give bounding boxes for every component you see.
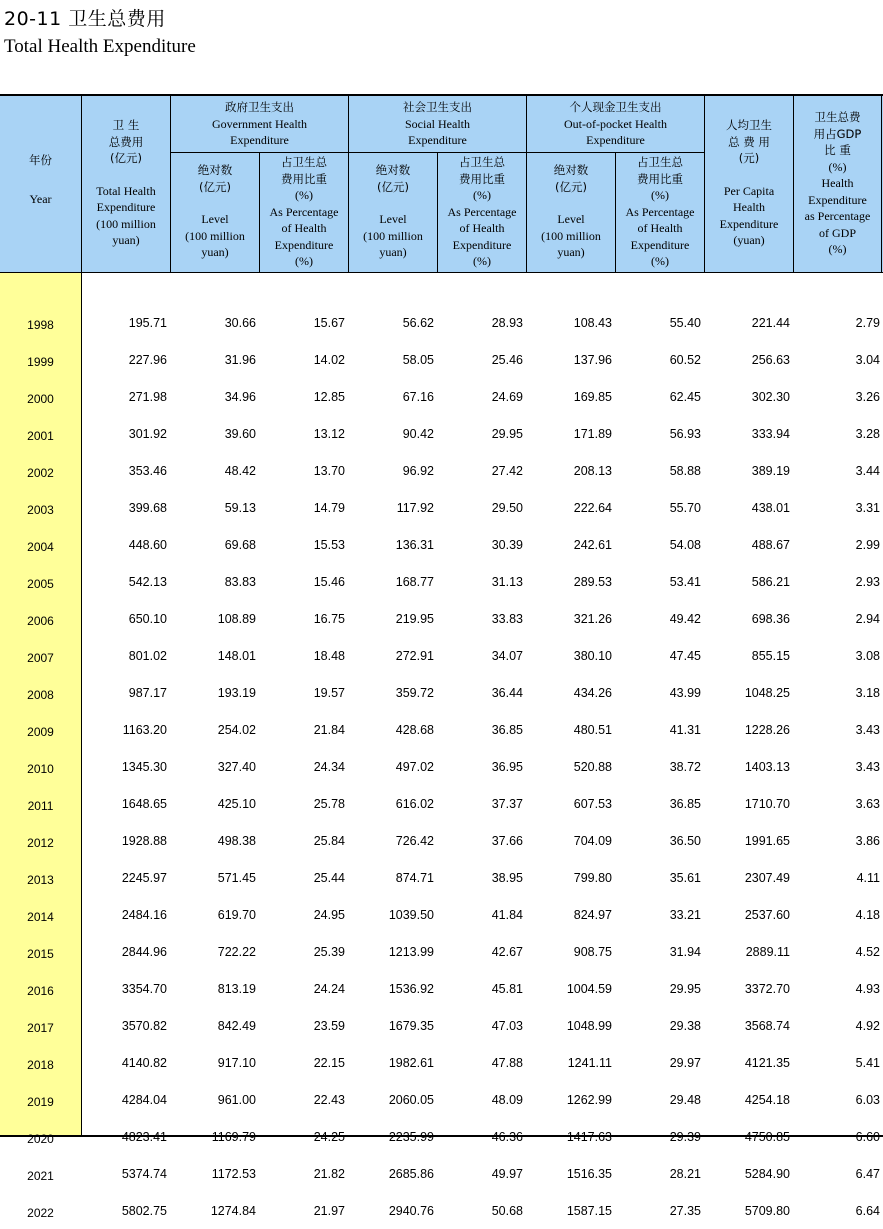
cell-per-capita: 4121.35 [744, 1055, 790, 1070]
cell-gdp-percentage: 3.26 [855, 389, 880, 404]
table-row [0, 341, 883, 378]
cell-oop-percentage: 29.97 [669, 1055, 701, 1070]
cell-gdp-percentage: 2.99 [855, 537, 880, 552]
cell-social-level: 1213.99 [388, 944, 434, 959]
cell-oop-level: 171.89 [573, 426, 612, 441]
cell-social-percentage: 37.66 [491, 833, 523, 848]
cell-social-level: 272.91 [395, 648, 434, 663]
cell-social-level: 58.05 [402, 352, 434, 367]
divider [170, 152, 704, 153]
cell-total-expenditure: 987.17 [128, 685, 167, 700]
cell-per-capita: 2889.11 [745, 944, 790, 959]
cell-social-percentage: 36.95 [491, 759, 523, 774]
cell-gov-level: 1169.79 [211, 1129, 256, 1144]
cell-year: 2019 [27, 1095, 54, 1109]
cell-per-capita: 2307.49 [744, 870, 790, 885]
cell-gov-percentage: 14.02 [313, 352, 345, 367]
cell-gdp-percentage: 3.43 [855, 722, 880, 737]
cell-oop-percentage: 29.39 [669, 1129, 701, 1144]
cell-total-expenditure: 1163.20 [122, 722, 167, 737]
cell-year: 2000 [27, 392, 54, 406]
cell-oop-level: 321.26 [573, 611, 612, 626]
cell-gdp-percentage: 6.60 [855, 1129, 880, 1144]
table-title-cn: 20-11 卫生总费用 [4, 8, 166, 30]
header-government: 政府卫生支出 Government Health Expenditure [212, 100, 307, 147]
cell-total-expenditure: 3354.70 [121, 981, 167, 996]
cell-oop-level: 137.96 [573, 352, 612, 367]
cell-gdp-percentage: 4.93 [855, 981, 880, 996]
cell-gov-level: 34.96 [224, 389, 256, 404]
cell-oop-percentage: 41.31 [669, 722, 701, 737]
cell-total-expenditure: 542.13 [128, 574, 167, 589]
table-row [0, 970, 883, 1007]
table-row [0, 1081, 883, 1118]
cell-gdp-percentage: 3.08 [855, 648, 880, 663]
cell-year: 2013 [27, 873, 54, 887]
cell-per-capita: 1710.70 [744, 796, 790, 811]
cell-per-capita: 698.36 [751, 611, 790, 626]
table-row [0, 1007, 883, 1044]
table-row [0, 1192, 883, 1229]
cell-gdp-percentage: 5.41 [855, 1055, 880, 1070]
cell-social-level: 359.72 [395, 685, 434, 700]
header-gov-level: 绝对数 (亿元) Level (100 million yuan) [185, 163, 245, 259]
cell-year: 2022 [27, 1206, 54, 1220]
cell-social-percentage: 36.44 [491, 685, 523, 700]
cell-gov-percentage: 25.84 [313, 833, 345, 848]
cell-per-capita: 586.21 [751, 574, 790, 589]
table-row [0, 896, 883, 933]
cell-gov-level: 30.66 [224, 315, 256, 330]
cell-social-level: 2060.05 [388, 1092, 434, 1107]
cell-social-level: 1982.61 [388, 1055, 434, 1070]
cell-oop-level: 242.61 [573, 537, 612, 552]
cell-per-capita: 389.19 [751, 463, 790, 478]
cell-oop-level: 1241.11 [567, 1055, 612, 1070]
cell-gov-percentage: 24.24 [313, 981, 345, 996]
cell-oop-percentage: 29.38 [669, 1018, 701, 1033]
cell-gov-percentage: 15.67 [313, 315, 345, 330]
cell-year: 2011 [27, 799, 54, 813]
cell-total-expenditure: 2245.97 [121, 870, 167, 885]
cell-oop-percentage: 62.45 [669, 389, 701, 404]
cell-gov-level: 571.45 [217, 870, 256, 885]
cell-gov-percentage: 24.95 [313, 907, 345, 922]
cell-per-capita: 333.94 [751, 426, 790, 441]
cell-year: 2003 [27, 503, 54, 517]
cell-gdp-percentage: 3.31 [855, 500, 880, 515]
table-row [0, 674, 883, 711]
cell-gov-percentage: 24.34 [313, 759, 345, 774]
cell-per-capita: 1403.13 [744, 759, 790, 774]
cell-oop-percentage: 29.48 [669, 1092, 701, 1107]
cell-gdp-percentage: 3.04 [855, 352, 880, 367]
cell-oop-percentage: 54.08 [669, 537, 701, 552]
cell-gov-percentage: 22.43 [313, 1092, 345, 1107]
cell-oop-percentage: 38.72 [669, 759, 701, 774]
cell-gdp-percentage: 3.86 [855, 833, 880, 848]
cell-per-capita: 5709.80 [744, 1203, 790, 1218]
cell-oop-level: 480.51 [573, 722, 612, 737]
cell-total-expenditure: 5802.75 [121, 1203, 167, 1218]
cell-gdp-percentage: 3.28 [855, 426, 880, 441]
cell-social-level: 726.42 [395, 833, 434, 848]
cell-gdp-percentage: 2.93 [855, 574, 880, 589]
cell-gov-level: 31.96 [224, 352, 256, 367]
cell-oop-percentage: 60.52 [669, 352, 701, 367]
cell-oop-percentage: 56.93 [669, 426, 701, 441]
cell-social-percentage: 45.81 [491, 981, 523, 996]
cell-social-percentage: 48.09 [491, 1092, 523, 1107]
cell-per-capita: 1048.25 [744, 685, 790, 700]
cell-per-capita: 221.44 [751, 315, 790, 330]
cell-gov-level: 498.38 [217, 833, 256, 848]
cell-oop-level: 520.88 [573, 759, 612, 774]
cell-gov-level: 1172.53 [211, 1166, 256, 1181]
table-row [0, 711, 883, 748]
cell-oop-level: 1516.35 [566, 1166, 612, 1181]
cell-social-percentage: 36.85 [491, 722, 523, 737]
cell-year: 1998 [27, 318, 54, 332]
table-row [0, 1155, 883, 1192]
cell-gdp-percentage: 4.92 [855, 1018, 880, 1033]
top-rule [0, 94, 883, 96]
cell-oop-percentage: 36.85 [669, 796, 701, 811]
header-oop-level: 绝对数 (亿元) Level (100 million yuan) [541, 163, 601, 259]
cell-total-expenditure: 448.60 [128, 537, 167, 552]
cell-year: 2006 [27, 614, 54, 628]
cell-per-capita: 1228.26 [744, 722, 790, 737]
header-oop-percentage: 占卫生总 费用比重 (%) As Percentage of Health Expenditure (%) [625, 155, 695, 268]
cell-per-capita: 3568.74 [744, 1018, 790, 1033]
cell-gov-level: 48.42 [224, 463, 256, 478]
cell-per-capita: 4750.85 [744, 1129, 790, 1144]
cell-per-capita: 5284.90 [744, 1166, 790, 1181]
cell-oop-percentage: 33.21 [669, 907, 701, 922]
cell-year: 1999 [27, 355, 54, 369]
cell-year: 2009 [27, 725, 54, 739]
cell-total-expenditure: 301.92 [128, 426, 167, 441]
cell-oop-percentage: 28.21 [669, 1166, 701, 1181]
cell-gov-percentage: 22.15 [313, 1055, 345, 1070]
cell-oop-percentage: 47.45 [669, 648, 701, 663]
cell-oop-level: 222.64 [573, 500, 612, 515]
cell-oop-level: 704.09 [573, 833, 612, 848]
cell-social-percentage: 41.84 [491, 907, 523, 922]
cell-oop-percentage: 55.70 [669, 500, 701, 515]
table-row [0, 452, 883, 489]
cell-oop-level: 799.80 [573, 870, 612, 885]
cell-gov-level: 83.83 [224, 574, 256, 589]
cell-social-percentage: 28.93 [491, 315, 523, 330]
cell-oop-percentage: 58.88 [669, 463, 701, 478]
cell-oop-level: 607.53 [573, 796, 612, 811]
cell-total-expenditure: 195.71 [128, 315, 167, 330]
cell-social-level: 1536.92 [388, 981, 434, 996]
cell-oop-level: 434.26 [573, 685, 612, 700]
cell-gov-level: 425.10 [217, 796, 256, 811]
cell-social-percentage: 30.39 [491, 537, 523, 552]
cell-gov-level: 917.10 [217, 1055, 256, 1070]
cell-social-level: 1679.35 [388, 1018, 434, 1033]
cell-total-expenditure: 399.68 [128, 500, 167, 515]
cell-gov-level: 722.22 [217, 944, 256, 959]
cell-year: 2010 [27, 762, 54, 776]
cell-gdp-percentage: 3.43 [855, 759, 880, 774]
table-row [0, 822, 883, 859]
cell-year: 2015 [27, 947, 54, 961]
cell-year: 2007 [27, 651, 54, 665]
cell-total-expenditure: 1345.30 [121, 759, 167, 774]
cell-per-capita: 438.01 [751, 500, 790, 515]
cell-gov-percentage: 16.75 [313, 611, 345, 626]
cell-gov-level: 813.19 [217, 981, 256, 996]
table-title-en: Total Health Expenditure [4, 36, 196, 57]
header-social-level: 绝对数 (亿元) Level (100 million yuan) [363, 163, 423, 259]
cell-oop-level: 1587.15 [566, 1203, 612, 1218]
cell-oop-level: 824.97 [573, 907, 612, 922]
cell-gdp-percentage: 6.03 [855, 1092, 880, 1107]
cell-social-percentage: 34.07 [491, 648, 523, 663]
cell-social-level: 219.95 [395, 611, 434, 626]
cell-gov-percentage: 13.12 [313, 426, 345, 441]
cell-social-percentage: 37.37 [491, 796, 523, 811]
cell-gov-level: 254.02 [217, 722, 256, 737]
cell-oop-level: 1262.99 [566, 1092, 612, 1107]
cell-social-level: 56.62 [402, 315, 434, 330]
cell-gov-percentage: 25.39 [313, 944, 345, 959]
cell-social-level: 497.02 [395, 759, 434, 774]
cell-social-percentage: 29.95 [491, 426, 523, 441]
cell-gdp-percentage: 2.94 [855, 611, 880, 626]
cell-year: 2014 [27, 910, 54, 924]
cell-gov-percentage: 25.44 [313, 870, 345, 885]
header-out-of-pocket: 个人现金卫生支出 Out-of-pocket Health Expenditure [564, 100, 667, 147]
cell-total-expenditure: 801.02 [128, 648, 167, 663]
cell-gdp-percentage: 3.63 [855, 796, 880, 811]
cell-oop-level: 208.13 [573, 463, 612, 478]
cell-year: 2018 [27, 1058, 54, 1072]
cell-social-level: 2235.99 [388, 1129, 434, 1144]
cell-year: 2012 [27, 836, 54, 850]
cell-year: 2005 [27, 577, 54, 591]
cell-gdp-percentage: 6.47 [855, 1166, 880, 1181]
cell-year: 2001 [27, 429, 54, 443]
cell-oop-level: 108.43 [573, 315, 612, 330]
cell-social-percentage: 24.69 [491, 389, 523, 404]
cell-gov-percentage: 21.82 [313, 1166, 345, 1181]
cell-gov-percentage: 23.59 [313, 1018, 345, 1033]
cell-oop-percentage: 55.40 [669, 315, 701, 330]
cell-gov-level: 619.70 [217, 907, 256, 922]
cell-gdp-percentage: 6.64 [855, 1203, 880, 1218]
cell-oop-level: 908.75 [573, 944, 612, 959]
cell-social-level: 616.02 [395, 796, 434, 811]
table-row [0, 748, 883, 785]
table-row [0, 526, 883, 563]
cell-social-percentage: 46.36 [491, 1129, 523, 1144]
cell-social-percentage: 27.42 [491, 463, 523, 478]
cell-gov-percentage: 12.85 [313, 389, 345, 404]
cell-social-percentage: 31.13 [491, 574, 523, 589]
cell-total-expenditure: 4284.04 [121, 1092, 167, 1107]
cell-social-percentage: 25.46 [491, 352, 523, 367]
cell-oop-percentage: 43.99 [669, 685, 701, 700]
header-social: 社会卫生支出 Social Health Expenditure [403, 100, 472, 147]
cell-gov-percentage: 15.46 [313, 574, 345, 589]
cell-year: 2004 [27, 540, 54, 554]
table-row [0, 859, 883, 896]
table-row [0, 637, 883, 674]
data-table [0, 304, 883, 1229]
table-row [0, 600, 883, 637]
cell-gov-percentage: 14.79 [313, 500, 345, 515]
cell-gov-percentage: 19.57 [313, 685, 345, 700]
table-row [0, 304, 883, 341]
cell-gdp-percentage: 4.52 [855, 944, 880, 959]
cell-social-percentage: 47.03 [491, 1018, 523, 1033]
cell-social-percentage: 47.88 [491, 1055, 523, 1070]
cell-social-level: 136.31 [395, 537, 434, 552]
cell-social-percentage: 50.68 [491, 1203, 523, 1218]
cell-total-expenditure: 353.46 [128, 463, 167, 478]
cell-per-capita: 855.15 [751, 648, 790, 663]
cell-social-level: 2685.86 [388, 1166, 434, 1181]
cell-year: 2017 [27, 1021, 54, 1035]
cell-social-level: 168.77 [395, 574, 434, 589]
header-gdp-percentage: 卫生总费 用占GDP 比 重 (%) Health Expenditure as Percentage of GDP (%) [804, 110, 871, 256]
cell-gov-level: 961.00 [217, 1092, 256, 1107]
cell-gdp-percentage: 4.18 [855, 907, 880, 922]
cell-oop-level: 1417.63 [566, 1129, 612, 1144]
table-row [0, 933, 883, 970]
cell-oop-percentage: 31.94 [669, 944, 701, 959]
cell-oop-percentage: 36.50 [669, 833, 701, 848]
cell-total-expenditure: 2844.96 [121, 944, 167, 959]
cell-oop-level: 289.53 [573, 574, 612, 589]
cell-gov-percentage: 18.48 [313, 648, 345, 663]
table-row [0, 378, 883, 415]
cell-total-expenditure: 2484.16 [121, 907, 167, 922]
cell-oop-level: 1048.99 [566, 1018, 612, 1033]
cell-per-capita: 2537.60 [744, 907, 790, 922]
header-year: 年份 Year [29, 153, 52, 206]
cell-total-expenditure: 5374.74 [121, 1166, 167, 1181]
header-per-capita: 人均卫生 总 费 用 (元) Per Capita Health Expenditure (yuan) [719, 118, 779, 247]
cell-gov-percentage: 21.84 [313, 722, 345, 737]
cell-gov-level: 59.13 [224, 500, 256, 515]
cell-year: 2020 [27, 1132, 54, 1146]
cell-oop-percentage: 49.42 [669, 611, 701, 626]
cell-gdp-percentage: 2.79 [855, 315, 880, 330]
cell-oop-level: 1004.59 [566, 981, 612, 996]
cell-social-percentage: 42.67 [491, 944, 523, 959]
cell-oop-level: 380.10 [573, 648, 612, 663]
table-row [0, 1118, 883, 1155]
cell-social-level: 67.16 [402, 389, 434, 404]
cell-oop-percentage: 53.41 [669, 574, 701, 589]
cell-social-percentage: 29.50 [491, 500, 523, 515]
cell-social-level: 90.42 [402, 426, 434, 441]
header-bottom-rule [0, 272, 883, 273]
cell-total-expenditure: 650.10 [128, 611, 167, 626]
cell-gov-level: 1274.84 [210, 1203, 256, 1218]
cell-per-capita: 302.30 [751, 389, 790, 404]
cell-year: 2002 [27, 466, 54, 480]
cell-social-level: 96.92 [402, 463, 434, 478]
cell-gov-percentage: 21.97 [313, 1203, 345, 1218]
cell-gov-level: 69.68 [224, 537, 256, 552]
cell-total-expenditure: 227.96 [128, 352, 167, 367]
header-social-percentage: 占卫生总 费用比重 (%) As Percentage of Health Expenditure (%) [447, 155, 517, 268]
cell-social-level: 1039.50 [388, 907, 434, 922]
cell-gdp-percentage: 3.18 [855, 685, 880, 700]
cell-per-capita: 1991.65 [744, 833, 790, 848]
cell-social-level: 874.71 [395, 870, 434, 885]
table-row [0, 563, 883, 600]
cell-oop-percentage: 29.95 [669, 981, 701, 996]
table-row [0, 785, 883, 822]
cell-social-percentage: 38.95 [491, 870, 523, 885]
header-total-expenditure: 卫 生 总费用 (亿元) Total Health Expenditure (100 million yuan) [96, 118, 156, 247]
table-row [0, 415, 883, 452]
divider [881, 96, 882, 272]
cell-per-capita: 4254.18 [744, 1092, 790, 1107]
cell-social-percentage: 49.97 [491, 1166, 523, 1181]
cell-total-expenditure: 1648.65 [121, 796, 167, 811]
cell-social-percentage: 33.83 [491, 611, 523, 626]
cell-per-capita: 256.63 [751, 352, 790, 367]
cell-total-expenditure: 1928.88 [121, 833, 167, 848]
cell-gov-level: 39.60 [224, 426, 256, 441]
cell-gov-percentage: 15.53 [313, 537, 345, 552]
cell-social-level: 2940.76 [388, 1203, 434, 1218]
cell-social-level: 428.68 [395, 722, 434, 737]
cell-gov-level: 148.01 [217, 648, 256, 663]
cell-gov-percentage: 24.25 [313, 1129, 345, 1144]
cell-year: 2008 [27, 688, 54, 702]
cell-total-expenditure: 3570.82 [121, 1018, 167, 1033]
cell-total-expenditure: 4823.41 [121, 1129, 167, 1144]
cell-gov-level: 108.89 [217, 611, 256, 626]
cell-total-expenditure: 271.98 [128, 389, 167, 404]
cell-year: 2016 [27, 984, 54, 998]
cell-gov-level: 842.49 [217, 1018, 256, 1033]
cell-oop-level: 169.85 [573, 389, 612, 404]
cell-gdp-percentage: 4.11 [856, 870, 880, 885]
cell-social-level: 117.92 [396, 500, 434, 515]
cell-total-expenditure: 4140.82 [121, 1055, 167, 1070]
cell-gov-percentage: 13.70 [313, 463, 345, 478]
cell-per-capita: 3372.70 [744, 981, 790, 996]
table-row [0, 1044, 883, 1081]
cell-oop-percentage: 27.35 [669, 1203, 701, 1218]
cell-gov-level: 327.40 [217, 759, 256, 774]
cell-gdp-percentage: 3.44 [855, 463, 880, 478]
cell-gov-percentage: 25.78 [313, 796, 345, 811]
cell-gov-level: 193.19 [217, 685, 256, 700]
table-row [0, 489, 883, 526]
header-gov-percentage: 占卫生总 费用比重 (%) As Percentage of Health Expenditure (%) [269, 155, 339, 268]
cell-per-capita: 488.67 [751, 537, 790, 552]
cell-year: 2021 [27, 1169, 54, 1183]
cell-oop-percentage: 35.61 [669, 870, 701, 885]
